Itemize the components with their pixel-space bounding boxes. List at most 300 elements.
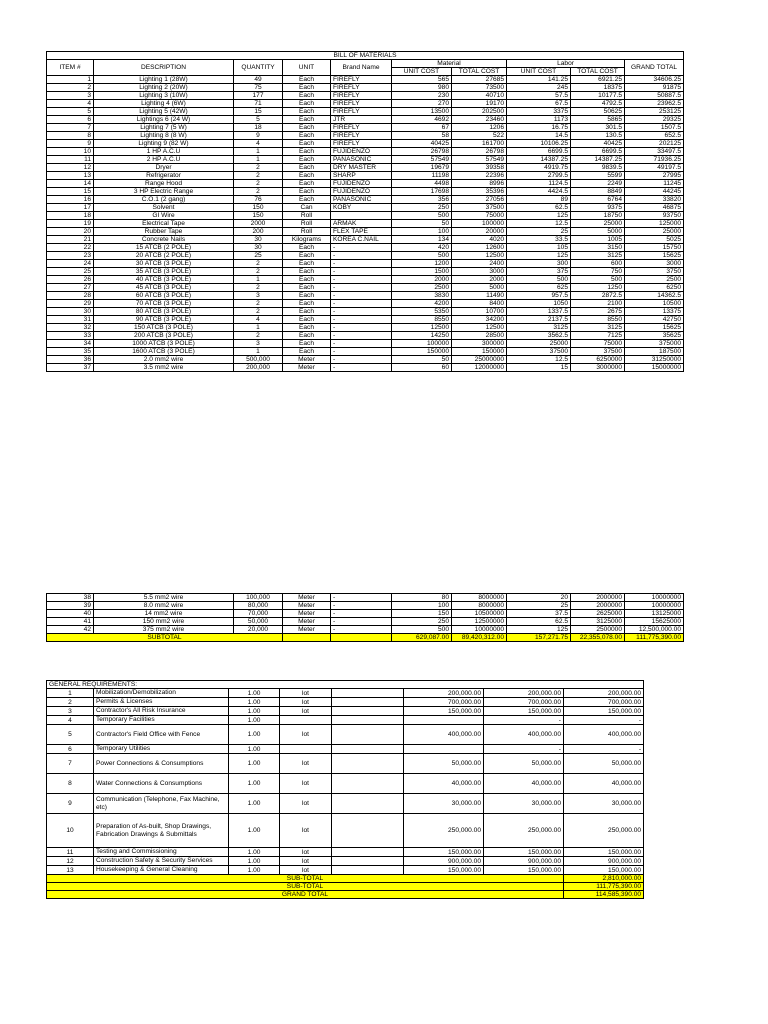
grand-total: 31250000 [625, 356, 684, 364]
labor-unit-cost: 1173 [507, 116, 571, 124]
unit: Meter [283, 364, 331, 372]
material-unit-cost: 4692 [392, 116, 452, 124]
description: Lightings 6 (24 W) [94, 116, 234, 124]
unit: Each [283, 84, 331, 92]
labor-total-cost: 130.5 [571, 132, 625, 140]
brand: - [331, 356, 392, 364]
unit: Each [283, 156, 331, 164]
table-row [47, 602, 684, 610]
material-unit-cost: 50 [392, 356, 452, 364]
materials-subtotal-value: 111,775,390.00 [564, 883, 644, 891]
quantity: 3 [234, 292, 283, 300]
table-row [47, 220, 684, 228]
item-number: 4 [47, 100, 94, 108]
description: Rubber Tape [94, 228, 234, 236]
table-row [47, 204, 684, 212]
labor-unit-cost: 625 [507, 284, 571, 292]
item-number: 25 [47, 268, 94, 276]
quantity: 76 [234, 196, 283, 204]
quantity: 177 [234, 92, 283, 100]
brand: KOREA C.NAIL [331, 236, 392, 244]
quantity: 49 [234, 76, 283, 84]
gen-grand-total: 700,000.00 [564, 698, 644, 707]
labor-unit-cost: 25 [507, 228, 571, 236]
table-row [47, 236, 684, 244]
grand-total-label: GRAND TOTAL [47, 891, 564, 899]
unit: Each [283, 188, 331, 196]
grand-total: 15750 [625, 244, 684, 252]
gen-quantity: 1.00 [229, 725, 280, 745]
unit: Each [283, 100, 331, 108]
labor-unit-cost: 141.25 [507, 76, 571, 84]
quantity: 2 [234, 260, 283, 268]
quantity: 1 [234, 276, 283, 284]
grand-total: 91875 [625, 84, 684, 92]
unit: Can [283, 204, 331, 212]
header-labor-total-cost: TOTAL COST [571, 68, 625, 76]
material-unit-cost: 500 [392, 252, 452, 260]
labor-unit-cost: 62.5 [507, 204, 571, 212]
quantity: 2 [234, 188, 283, 196]
table-row [47, 252, 684, 260]
gen-grand-total: 150,000.00 [564, 848, 644, 857]
gen-description: Temporary Facilities [94, 716, 229, 725]
item-number: 40 [47, 610, 94, 618]
labor-total-cost: 9375 [571, 204, 625, 212]
labor-total-cost: 8550 [571, 316, 625, 324]
material-total-cost: 27056 [452, 196, 507, 204]
brand: - [331, 594, 392, 602]
gen-item-number: 3 [47, 707, 94, 716]
labor-total-cost: 5865 [571, 116, 625, 124]
gen-description: Housekeeping & General Cleaning [94, 866, 229, 875]
item-number: 8 [47, 132, 94, 140]
gen-brand [332, 725, 404, 745]
brand: - [331, 340, 392, 348]
gen-labor-total: 50,000.00 [484, 754, 564, 774]
grand-total: 13125000 [625, 610, 684, 618]
quantity: 2 [234, 332, 283, 340]
table-row [47, 84, 684, 92]
labor-unit-cost: 3375 [507, 108, 571, 116]
labor-total-cost: 8849 [571, 188, 625, 196]
brand: - [331, 324, 392, 332]
labor-total-cost: 5599 [571, 172, 625, 180]
gen-unit: lot [280, 857, 332, 866]
gen-item-number: 2 [47, 698, 94, 707]
gen-description: Preparation of As-built, Shop Drawings, Fabrication Drawings & Submittals [94, 814, 229, 848]
description: Solvent [94, 204, 234, 212]
material-unit-cost: 14250 [392, 332, 452, 340]
table-row [47, 610, 684, 618]
gen-table-row [47, 754, 644, 774]
item-number: 20 [47, 228, 94, 236]
brand [331, 212, 392, 220]
gen-material-total: 40,000.00 [404, 774, 484, 794]
gen-quantity: 1.00 [229, 774, 280, 794]
subtotal-material-unit: 629,087.00 [392, 634, 452, 642]
item-number: 7 [47, 124, 94, 132]
item-number: 33 [47, 332, 94, 340]
item-number: 3 [47, 92, 94, 100]
labor-total-cost: 2675 [571, 308, 625, 316]
material-total-cost: 8000000 [452, 602, 507, 610]
unit: Kilograms [283, 236, 331, 244]
labor-total-cost: 3150 [571, 244, 625, 252]
table-row [47, 340, 684, 348]
gen-brand [332, 848, 404, 857]
brand: FIREFLY [331, 132, 392, 140]
grand-total: 10000000 [625, 594, 684, 602]
material-total-cost: 12000000 [452, 364, 507, 372]
material-unit-cost: 5350 [392, 308, 452, 316]
gen-table-row [47, 689, 644, 698]
gen-material-total [404, 745, 484, 754]
bill-of-materials-table [46, 51, 684, 372]
grand-total: 29325 [625, 116, 684, 124]
brand: - [331, 348, 392, 356]
material-unit-cost: 980 [392, 84, 452, 92]
brand: FIREFLY [331, 108, 392, 116]
brand: SHARP [331, 172, 392, 180]
subtotal-labor-unit: 157,271.75 [507, 634, 571, 642]
material-unit-cost: 100 [392, 228, 452, 236]
header-brand: Brand Name [331, 60, 392, 76]
material-unit-cost: 500 [392, 212, 452, 220]
grand-total: 11245 [625, 180, 684, 188]
gen-quantity: 1.00 [229, 716, 280, 725]
brand: - [331, 610, 392, 618]
material-total-cost: 522 [452, 132, 507, 140]
material-total-cost: 27685 [452, 76, 507, 84]
labor-unit-cost: 300 [507, 260, 571, 268]
gen-labor-total: 150,000.00 [484, 866, 564, 875]
unit: Each [283, 316, 331, 324]
grand-total: 14362.5 [625, 292, 684, 300]
item-number: 22 [47, 244, 94, 252]
grand-total: 6250 [625, 284, 684, 292]
gen-subtotal-value: 2,810,000.00 [564, 875, 644, 883]
gen-description: Mobilization/Demobilization [94, 689, 229, 698]
gen-table-row [47, 745, 644, 754]
item-number: 32 [47, 324, 94, 332]
gen-item-number: 1 [47, 689, 94, 698]
table-row [47, 148, 684, 156]
gen-labor-total: 150,000.00 [484, 848, 564, 857]
item-number: 27 [47, 284, 94, 292]
material-total-cost: 1206 [452, 124, 507, 132]
gen-description: Power Connections & Consumptions [94, 754, 229, 774]
description: Lighting 5 (42W) [94, 108, 234, 116]
description: Refrigerator [94, 172, 234, 180]
gen-description: Permits & Licenses [94, 698, 229, 707]
gen-unit: lot [280, 725, 332, 745]
material-total-cost: 161700 [452, 140, 507, 148]
gen-material-total: 30,000.00 [404, 794, 484, 814]
item-number: 38 [47, 594, 94, 602]
table-row [47, 260, 684, 268]
gen-item-number: 6 [47, 745, 94, 754]
material-total-cost: 150000 [452, 348, 507, 356]
material-total-cost: 300000 [452, 340, 507, 348]
gen-unit: lot [280, 707, 332, 716]
gen-item-number: 7 [47, 754, 94, 774]
material-unit-cost: 250 [392, 204, 452, 212]
gen-unit: lot [280, 698, 332, 707]
table-row [47, 196, 684, 204]
labor-unit-cost: 1337.5 [507, 308, 571, 316]
gen-table-row [47, 716, 644, 725]
gen-material-total: 50,000.00 [404, 754, 484, 774]
material-total-cost: 2000 [452, 276, 507, 284]
description: 40 ATCB (3 POLE) [94, 276, 234, 284]
gen-unit: lot [280, 689, 332, 698]
table-row [47, 268, 684, 276]
item-number: 36 [47, 356, 94, 364]
description: 35 ATCB (3 POLE) [94, 268, 234, 276]
description: 3 HP Electric Range [94, 188, 234, 196]
material-unit-cost: 67 [392, 124, 452, 132]
gen-item-number: 12 [47, 857, 94, 866]
header-material: Material [392, 60, 507, 68]
material-total-cost: 34200 [452, 316, 507, 324]
gen-quantity: 1.00 [229, 866, 280, 875]
description: 2 HP A.C.U [94, 156, 234, 164]
header-description: DESCRIPTION [94, 60, 234, 76]
quantity: 1 [234, 324, 283, 332]
table-row [47, 212, 684, 220]
labor-total-cost: 9839.5 [571, 164, 625, 172]
brand: FLEX TAPE [331, 228, 392, 236]
labor-unit-cost: 67.5 [507, 100, 571, 108]
material-total-cost: 12500 [452, 324, 507, 332]
item-number: 29 [47, 300, 94, 308]
brand: DRY MASTER [331, 164, 392, 172]
unit: Each [283, 180, 331, 188]
material-unit-cost: 420 [392, 244, 452, 252]
labor-unit-cost: 500 [507, 276, 571, 284]
description: 20 ATCB (2 POLE) [94, 252, 234, 260]
unit: Roll [283, 228, 331, 236]
item-number: 17 [47, 204, 94, 212]
material-total-cost: 4020 [452, 236, 507, 244]
table-row [47, 626, 684, 634]
material-unit-cost: 230 [392, 92, 452, 100]
material-unit-cost: 11198 [392, 172, 452, 180]
material-unit-cost: 1500 [392, 268, 452, 276]
gen-labor-total: 200,000.00 [484, 689, 564, 698]
quantity: 1 [234, 148, 283, 156]
item-number: 23 [47, 252, 94, 260]
table-row [47, 124, 684, 132]
item-number: 10 [47, 148, 94, 156]
labor-unit-cost: 105 [507, 244, 571, 252]
material-total-cost: 100000 [452, 220, 507, 228]
labor-unit-cost: 14.5 [507, 132, 571, 140]
gen-unit: lot [280, 774, 332, 794]
item-number: 13 [47, 172, 94, 180]
material-unit-cost: 58 [392, 132, 452, 140]
table-row [47, 76, 684, 84]
material-unit-cost: 100 [392, 602, 452, 610]
gen-grand-total: - [564, 716, 644, 725]
labor-unit-cost: 4424.5 [507, 188, 571, 196]
quantity: 2 [234, 284, 283, 292]
unit: Meter [283, 356, 331, 364]
grand-total: 15625000 [625, 618, 684, 626]
item-number: 30 [47, 308, 94, 316]
item-number: 42 [47, 626, 94, 634]
quantity: 50,000 [234, 618, 283, 626]
description: 70 ATCB (3 POLE) [94, 300, 234, 308]
brand: - [331, 260, 392, 268]
description: Concrete Nails [94, 236, 234, 244]
labor-total-cost: 3125 [571, 324, 625, 332]
gen-labor-total: 250,000.00 [484, 814, 564, 848]
labor-total-cost: 2872.5 [571, 292, 625, 300]
unit: Each [283, 92, 331, 100]
gen-material-total: 150,000.00 [404, 707, 484, 716]
gen-brand [332, 745, 404, 754]
material-unit-cost: 150 [392, 610, 452, 618]
bill-of-materials-continuation-table [46, 593, 684, 642]
item-number: 37 [47, 364, 94, 372]
brand: FUJIDENZO [331, 148, 392, 156]
unit: Each [283, 268, 331, 276]
labor-total-cost: 500 [571, 276, 625, 284]
material-unit-cost: 19679 [392, 164, 452, 172]
brand: - [331, 292, 392, 300]
material-total-cost: 35396 [452, 188, 507, 196]
grand-total: 10500 [625, 300, 684, 308]
quantity: 1 [234, 156, 283, 164]
description: 150 ATCB (3 POLE) [94, 324, 234, 332]
item-number: 19 [47, 220, 94, 228]
labor-unit-cost: 125 [507, 212, 571, 220]
material-unit-cost: 40425 [392, 140, 452, 148]
gen-labor-total: 30,000.00 [484, 794, 564, 814]
gen-brand [332, 689, 404, 698]
table-row [47, 172, 684, 180]
labor-total-cost: 2249 [571, 180, 625, 188]
header-labor-unit-cost: UNIT COST [507, 68, 571, 76]
labor-unit-cost: 957.5 [507, 292, 571, 300]
brand: KOBY [331, 204, 392, 212]
grand-total: 1507.5 [625, 124, 684, 132]
material-total-cost: 23460 [452, 116, 507, 124]
gen-labor-total: 700,000.00 [484, 698, 564, 707]
grand-total: 5025 [625, 236, 684, 244]
table-row [47, 324, 684, 332]
brand: - [331, 244, 392, 252]
quantity: 70,000 [234, 610, 283, 618]
material-total-cost: 12500 [452, 252, 507, 260]
brand: - [331, 626, 392, 634]
gen-item-number: 13 [47, 866, 94, 875]
description: C.O.1 (2 gang) [94, 196, 234, 204]
brand: - [331, 316, 392, 324]
grand-total: 253125 [625, 108, 684, 116]
item-number: 15 [47, 188, 94, 196]
quantity: 3 [234, 340, 283, 348]
description: 375 mm2 wire [94, 626, 234, 634]
header-item: ITEM # [47, 60, 94, 76]
gen-table-row [47, 848, 644, 857]
table-row [47, 292, 684, 300]
labor-total-cost: 750 [571, 268, 625, 276]
description: Lighting 4 (6W) [94, 100, 234, 108]
labor-total-cost: 4792.5 [571, 100, 625, 108]
labor-unit-cost: 14387.25 [507, 156, 571, 164]
gen-quantity: 1.00 [229, 794, 280, 814]
gen-item-number: 5 [47, 725, 94, 745]
quantity: 4 [234, 140, 283, 148]
unit: Each [283, 244, 331, 252]
description: Lighting 8 (8 W) [94, 132, 234, 140]
quantity: 200,000 [234, 364, 283, 372]
gen-grand-total: 900,000.00 [564, 857, 644, 866]
gen-table-row [47, 857, 644, 866]
grand-total: 44245 [625, 188, 684, 196]
grand-total: 49197.5 [625, 164, 684, 172]
gen-grand-total: 40,000.00 [564, 774, 644, 794]
gen-quantity: 1.00 [229, 689, 280, 698]
gen-brand [332, 866, 404, 875]
grand-total: 71936.25 [625, 156, 684, 164]
unit: Each [283, 116, 331, 124]
labor-total-cost: 600 [571, 260, 625, 268]
labor-unit-cost: 37500 [507, 348, 571, 356]
labor-unit-cost: 16.75 [507, 124, 571, 132]
gen-grand-total: 400,000.00 [564, 725, 644, 745]
labor-total-cost: 6699.5 [571, 148, 625, 156]
quantity: 4 [234, 316, 283, 324]
unit: Each [283, 332, 331, 340]
subtotal-label: SUBTOTAL [47, 634, 283, 642]
grand-total-row [47, 891, 644, 899]
gen-description: Contractor's Field Office with Fence [94, 725, 229, 745]
grand-total: 13375 [625, 308, 684, 316]
labor-total-cost: 2000000 [571, 594, 625, 602]
item-number: 39 [47, 602, 94, 610]
grand-total: 15625 [625, 252, 684, 260]
gen-subtotal-row [47, 875, 644, 883]
unit: Each [283, 140, 331, 148]
labor-unit-cost: 375 [507, 268, 571, 276]
table-row [47, 188, 684, 196]
labor-total-cost: 7125 [571, 332, 625, 340]
grand-total: 375000 [625, 340, 684, 348]
general-requirements-title: GENERAL REQUIREMENTS: [47, 681, 644, 689]
description: Lighting 7 (5 W) [94, 124, 234, 132]
material-unit-cost: 2000 [392, 276, 452, 284]
brand: PANASONIC [331, 156, 392, 164]
unit: Each [283, 300, 331, 308]
material-unit-cost: 3830 [392, 292, 452, 300]
table-row [47, 356, 684, 364]
gen-material-total: 250,000.00 [404, 814, 484, 848]
unit: Each [283, 340, 331, 348]
brand: - [331, 618, 392, 626]
material-unit-cost: 4498 [392, 180, 452, 188]
labor-unit-cost: 25 [507, 602, 571, 610]
gen-labor-total: 400,000.00 [484, 725, 564, 745]
gen-labor-total: 150,000.00 [484, 707, 564, 716]
brand: - [331, 252, 392, 260]
quantity: 5 [234, 116, 283, 124]
grand-total: 15625 [625, 324, 684, 332]
subtotal-row [47, 634, 684, 642]
